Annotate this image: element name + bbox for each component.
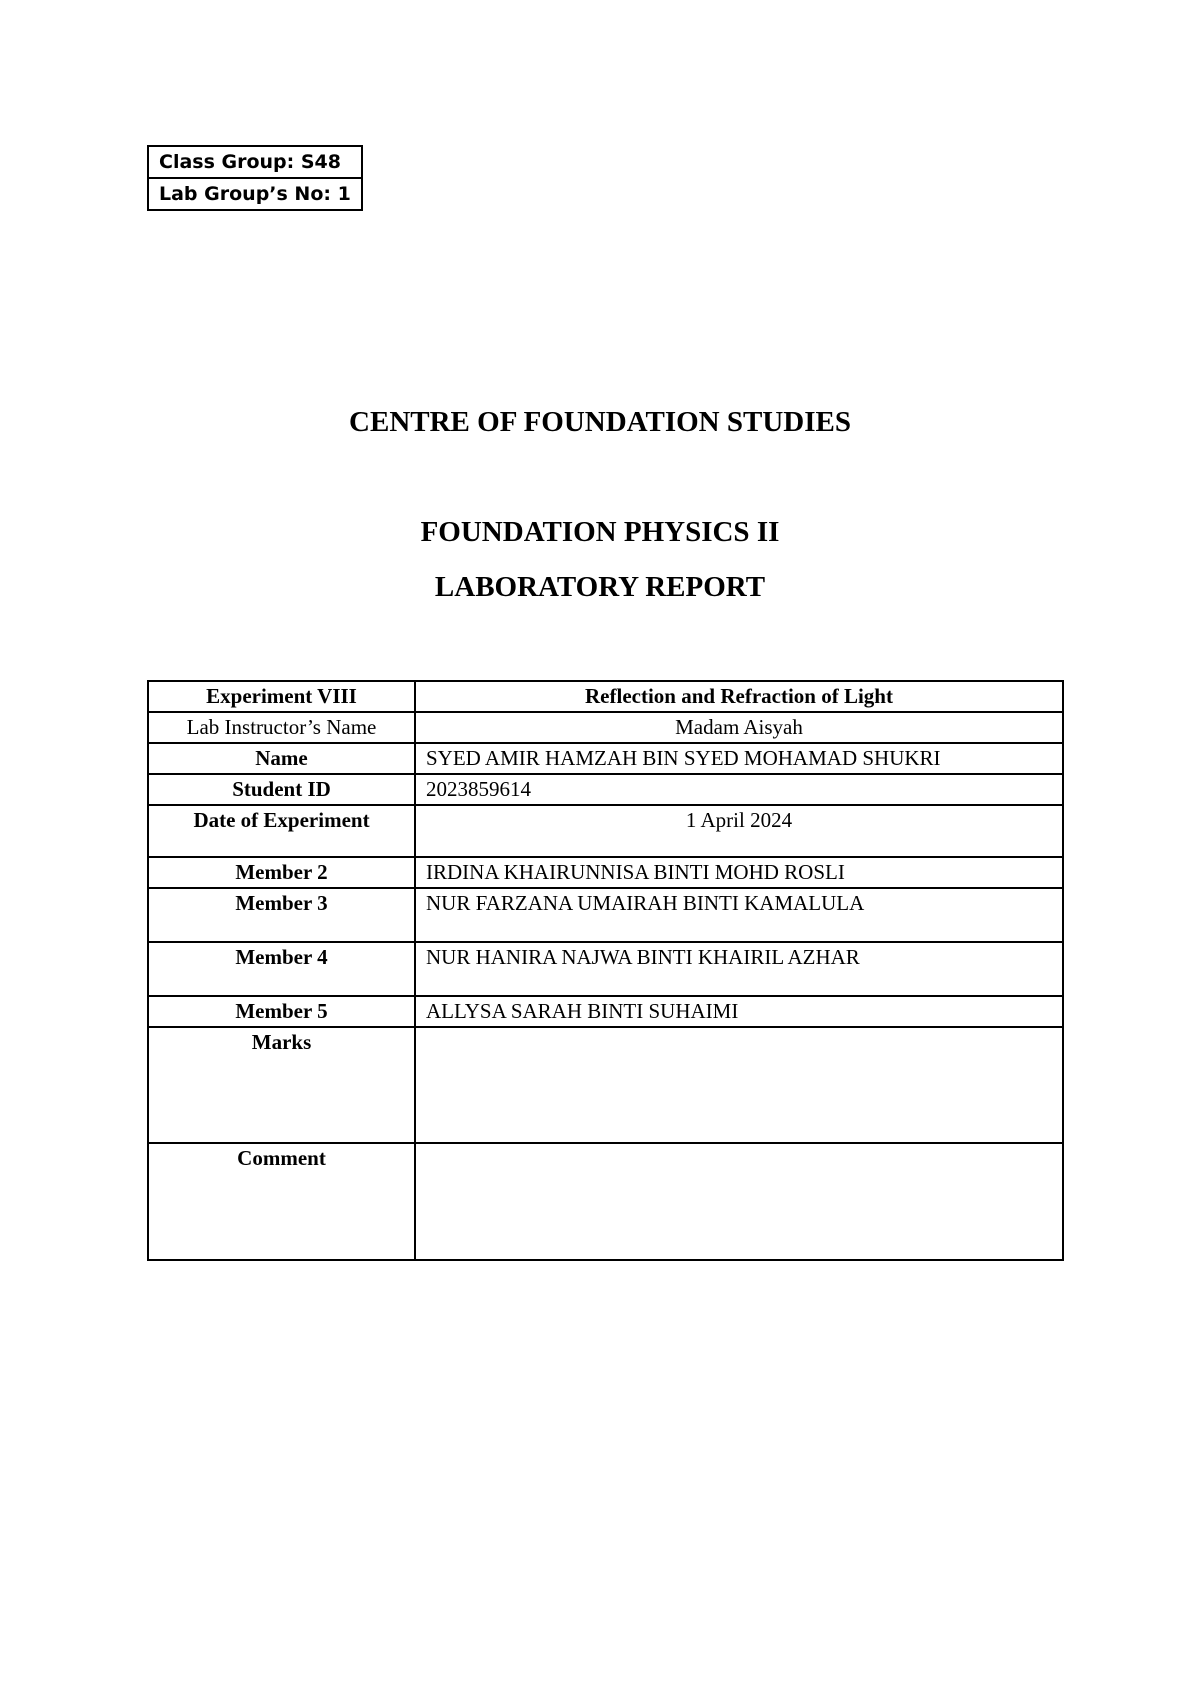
table-row <box>148 743 1063 774</box>
table-row <box>148 1027 1063 1143</box>
comment-label: Comment <box>148 1143 415 1260</box>
experiment-date: 1 April 2024 <box>415 805 1063 857</box>
marks-label: Marks <box>148 1027 415 1143</box>
member-5-label: Member 5 <box>148 996 415 1027</box>
member-2-label: Member 2 <box>148 857 415 888</box>
report-title: LABORATORY REPORT <box>434 571 766 603</box>
table-row <box>148 774 1063 805</box>
class-group-row <box>148 146 362 178</box>
course-title: FOUNDATION PHYSICS II <box>420 516 780 548</box>
member-3-label: Member 3 <box>148 888 415 942</box>
member-3-name: NUR FARZANA UMAIRAH BINTI KAMALULA <box>415 888 1063 942</box>
name-label: Name <box>148 743 415 774</box>
student-name: SYED AMIR HAMZAH BIN SYED MOHAMAD SHUKRI <box>415 743 1063 774</box>
member-4-name: NUR HANIRA NAJWA BINTI KHAIRIL AZHAR <box>415 942 1063 996</box>
experiment-title: Reflection and Refraction of Light <box>415 681 1063 712</box>
table-row <box>148 996 1063 1027</box>
date-label: Date of Experiment <box>148 805 415 857</box>
experiment-label: Experiment VIII <box>148 681 415 712</box>
centre-title: CENTRE OF FOUNDATION STUDIES <box>349 406 851 438</box>
table-row <box>148 1143 1063 1260</box>
member-5-name: ALLYSA SARAH BINTI SUHAIMI <box>415 996 1063 1027</box>
student-id-label: Student ID <box>148 774 415 805</box>
table-row <box>148 942 1063 996</box>
student-id: 2023859614 <box>415 774 1063 805</box>
table-row <box>148 857 1063 888</box>
instructor-name: Madam Aisyah <box>415 712 1063 743</box>
marks-value <box>415 1027 1063 1143</box>
table-row <box>148 805 1063 857</box>
table-row <box>148 712 1063 743</box>
member-4-label: Member 4 <box>148 942 415 996</box>
member-2-name: IRDINA KHAIRUNNISA BINTI MOHD ROSLI <box>415 857 1063 888</box>
table-row <box>148 888 1063 942</box>
class-group-box <box>147 145 363 211</box>
lab-group-label: Lab Group’s No: 1 <box>148 178 362 210</box>
table-row <box>148 681 1063 712</box>
report-info-table <box>147 680 1064 1261</box>
comment-value <box>415 1143 1063 1260</box>
instructor-label: Lab Instructor’s Name <box>148 712 415 743</box>
lab-group-row <box>148 178 362 210</box>
class-group-label: Class Group: S48 <box>148 146 362 178</box>
